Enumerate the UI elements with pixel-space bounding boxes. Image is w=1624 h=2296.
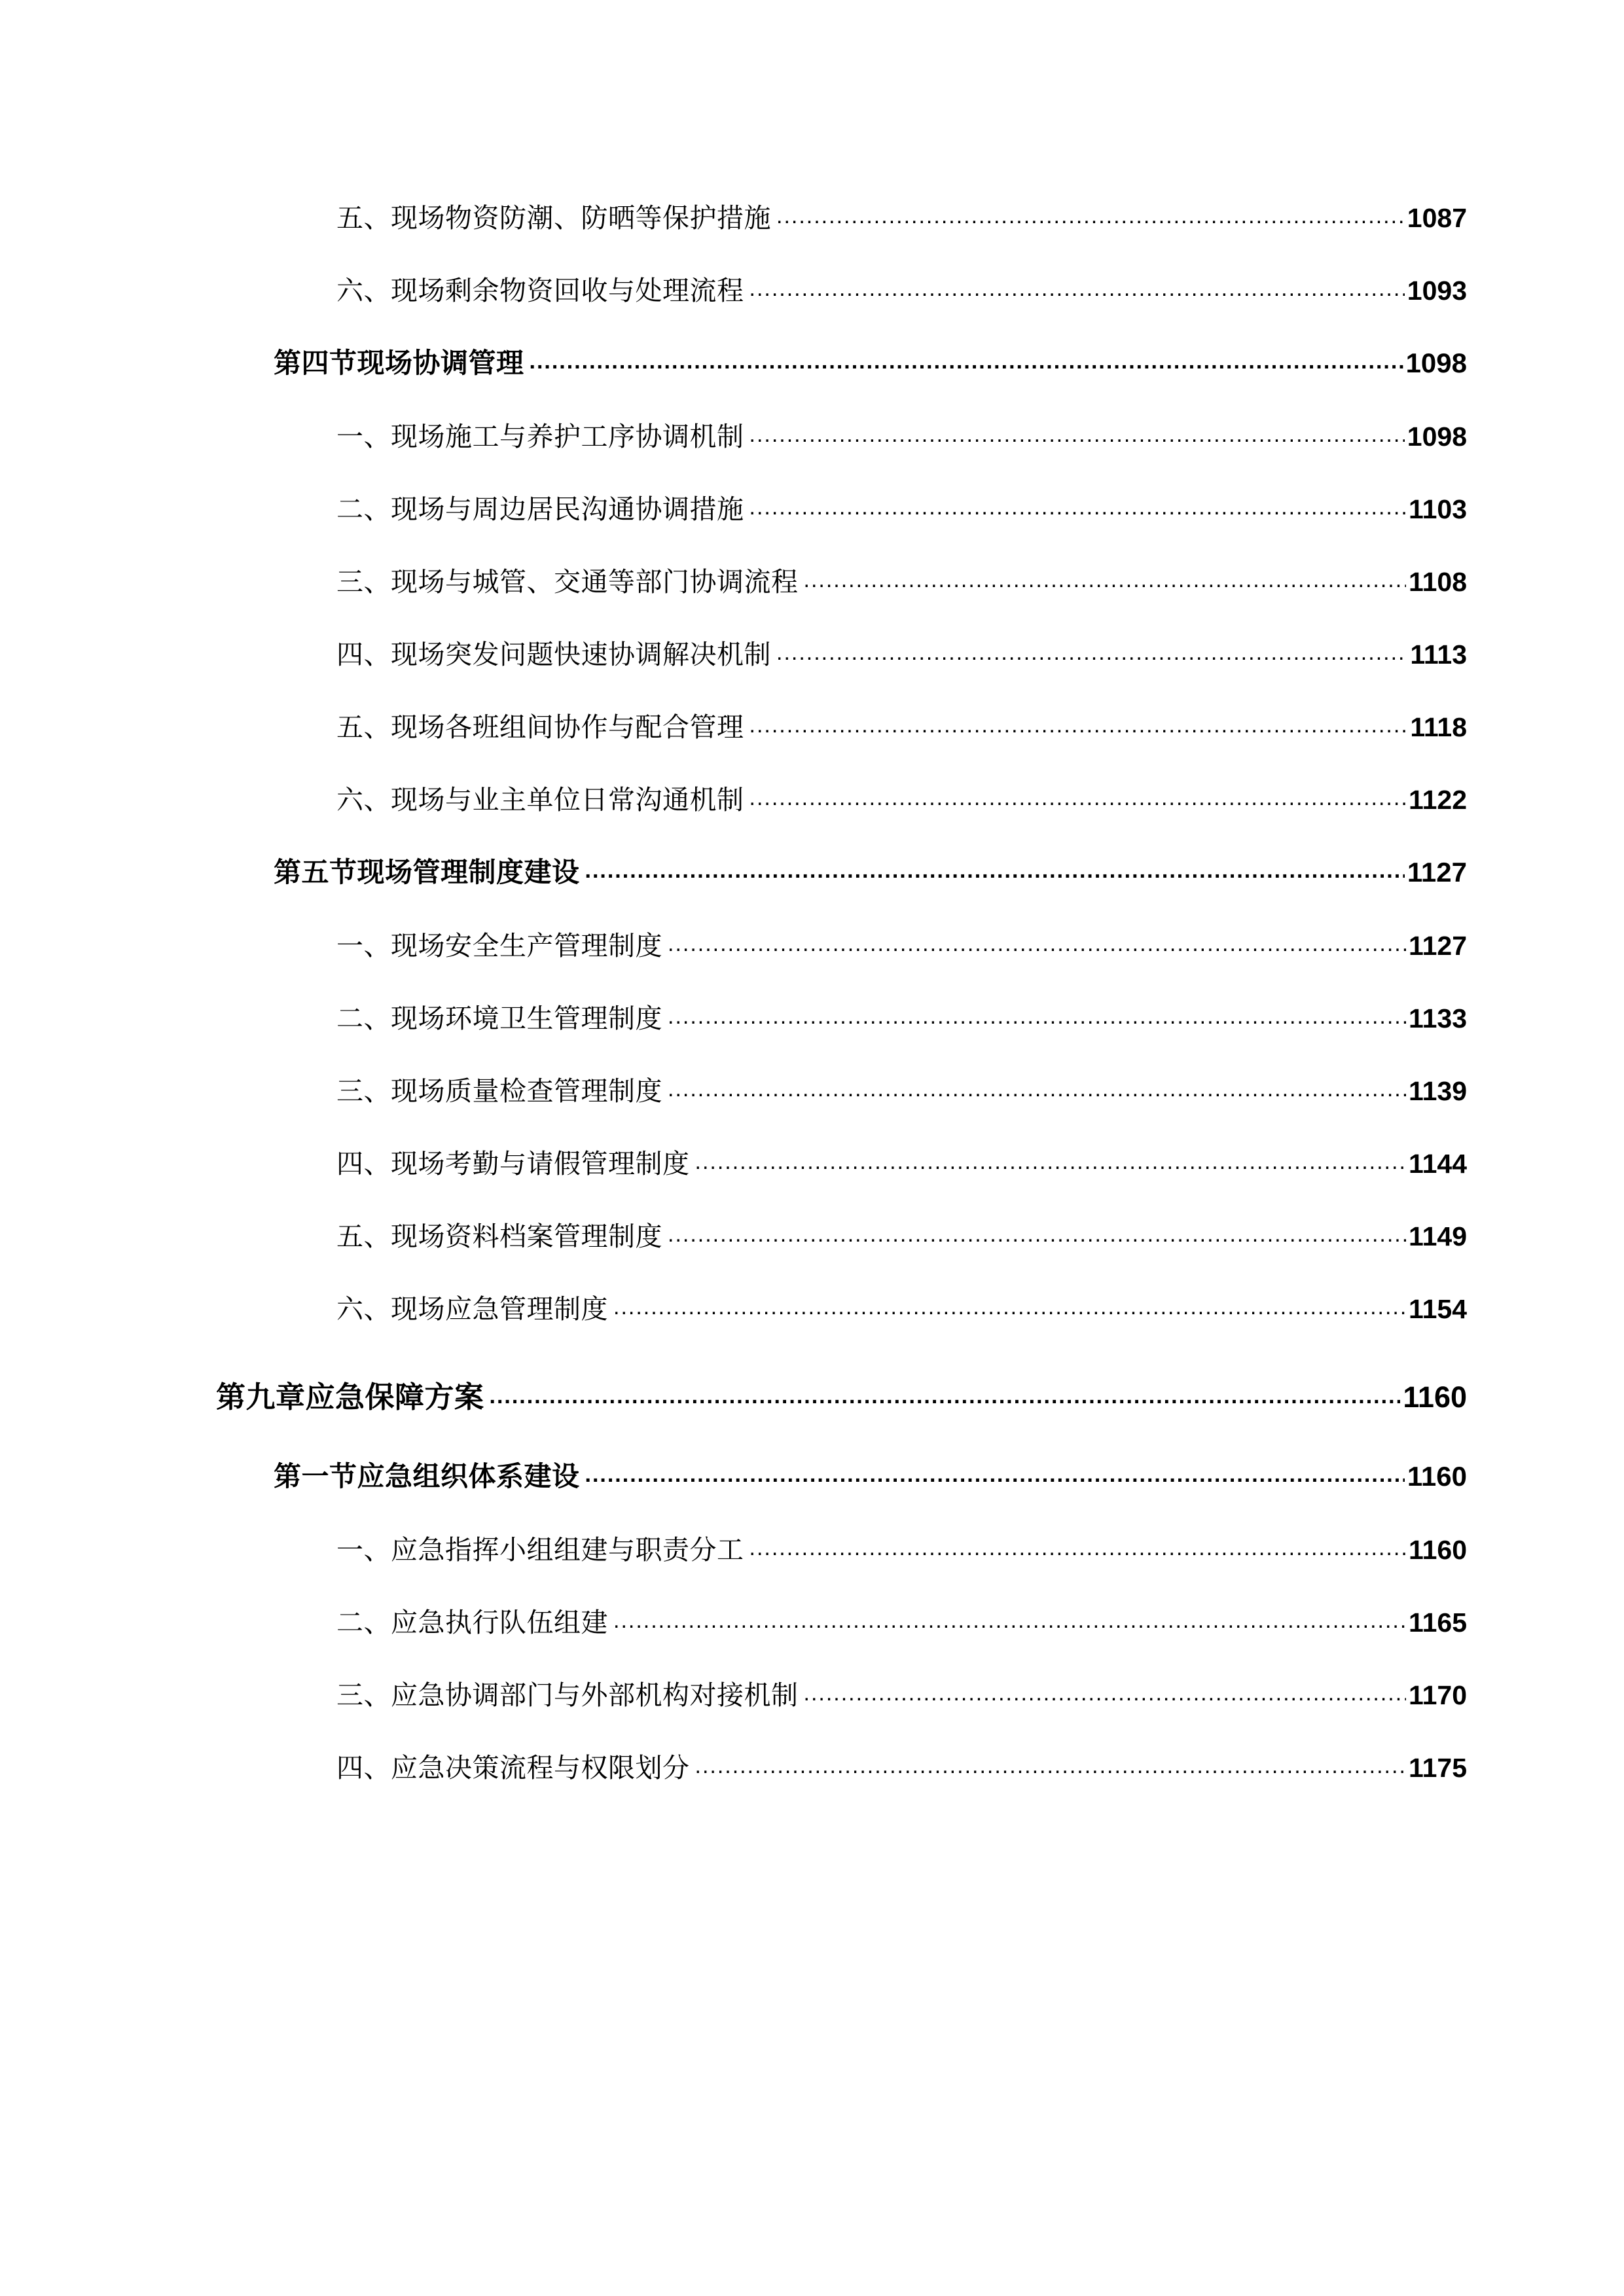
toc-entry[interactable] [216,633,1467,672]
toc-entry-label: 五、现场物资防潮、防晒等保护措施 [336,203,771,233]
toc-entry-label: 第九章应急保障方案 [216,1380,484,1414]
toc-leader-dots [804,569,1407,591]
toc-leader-dots [668,1078,1406,1100]
toc-entry[interactable] [216,1142,1467,1181]
toc-leader-dots [613,1296,1406,1318]
toc-entry[interactable] [216,342,1467,381]
toc-entry-page-number: 1127 [1407,857,1467,888]
toc-entry-page-number: 1139 [1409,1076,1467,1106]
toc-entry[interactable] [216,269,1467,308]
toc-entry[interactable] [216,1528,1467,1567]
toc-entry-label: 四、现场突发问题快速协调解决机制 [336,639,771,670]
toc-entry[interactable] [216,196,1467,235]
toc-entry[interactable] [216,1373,1467,1416]
toc-leader-dots [776,641,1407,664]
toc-entry-page-number: 1170 [1409,1680,1467,1710]
toc-entry-page-number: 1160 [1409,1535,1467,1565]
toc-entry[interactable] [216,488,1467,526]
toc-leader-dots [749,714,1408,736]
toc-entry-label: 二、现场与周边居民沟通协调措施 [336,494,744,524]
toc-leader-dots [776,205,1405,227]
toc-entry-label: 一、现场施工与养护工序协调机制 [336,422,744,452]
toc-leader-dots [530,350,1403,372]
toc-leader-dots [585,1463,1405,1486]
toc-entry-page-number: 1103 [1409,494,1467,524]
toc-entry-label: 六、现场与业主单位日常沟通机制 [336,785,744,815]
toc-entry-page-number: 1118 [1410,712,1467,742]
toc-entry-label: 四、现场考勤与请假管理制度 [336,1149,690,1179]
toc-entry-page-number: 1160 [1407,1461,1467,1492]
toc-entry-label: 第四节现场协调管理 [274,348,524,378]
table-of-contents [216,196,1467,1785]
toc-entry-page-number: 1113 [1410,639,1467,670]
toc-entry-page-number: 1098 [1405,348,1467,378]
toc-entry[interactable] [216,1287,1467,1326]
toc-entry-page-number: 1098 [1407,422,1467,452]
toc-leader-dots [695,1755,1407,1777]
toc-leader-dots [749,423,1405,446]
toc-leader-dots [749,1537,1407,1559]
toc-entry[interactable] [216,1069,1467,1108]
toc-leader-dots [749,787,1407,809]
toc-leader-dots [804,1682,1407,1704]
toc-leader-dots [668,1223,1406,1246]
toc-leader-dots [585,859,1405,882]
toc-entry-label: 六、现场剩余物资回收与处理流程 [336,276,744,306]
toc-entry-label: 第一节应急组织体系建设 [274,1461,580,1492]
toc-entry-page-number: 1149 [1409,1221,1467,1251]
toc-entry[interactable] [216,1455,1467,1494]
toc-entry-label: 二、应急执行队伍组建 [336,1607,608,1638]
toc-entry-page-number: 1108 [1409,567,1467,597]
toc-leader-dots [668,1005,1406,1028]
toc-entry-label: 五、现场资料档案管理制度 [336,1221,662,1251]
toc-entry-label: 六、现场应急管理制度 [336,1294,608,1324]
toc-entry-page-number: 1175 [1409,1753,1467,1783]
toc-entry[interactable] [216,1601,1467,1640]
toc-entry-label: 第五节现场管理制度建设 [274,857,580,888]
toc-entry[interactable] [216,1674,1467,1712]
toc-entry[interactable] [216,706,1467,744]
toc-entry-label: 三、现场与城管、交通等部门协调流程 [336,567,799,597]
toc-entry[interactable] [216,851,1467,890]
toc-entry-page-number: 1160 [1403,1380,1467,1414]
toc-entry-label: 五、现场各班组间协作与配合管理 [336,712,744,742]
toc-entry-page-number: 1087 [1407,203,1467,233]
toc-entry-label: 四、应急决策流程与权限划分 [336,1753,690,1783]
toc-entry-page-number: 1165 [1409,1607,1467,1638]
toc-leader-dots [490,1385,1401,1407]
toc-leader-dots [668,933,1406,955]
toc-entry[interactable] [216,778,1467,817]
toc-leader-dots [749,278,1405,300]
toc-leader-dots [695,1151,1407,1173]
toc-entry-page-number: 1093 [1407,276,1467,306]
toc-entry[interactable] [216,1215,1467,1253]
toc-entry[interactable] [216,415,1467,454]
toc-entry[interactable] [216,924,1467,963]
toc-entry[interactable] [216,997,1467,1035]
toc-entry-label: 一、应急指挥小组组建与职责分工 [336,1535,744,1565]
toc-entry-page-number: 1122 [1409,785,1467,815]
toc-entry-label: 一、现场安全生产管理制度 [336,931,662,961]
toc-entry-label: 三、应急协调部门与外部机构对接机制 [336,1680,799,1710]
toc-entry-label: 二、现场环境卫生管理制度 [336,1003,662,1033]
toc-entry-label: 三、现场质量检查管理制度 [336,1076,662,1106]
toc-entry[interactable] [216,560,1467,599]
toc-entry-page-number: 1144 [1409,1149,1467,1179]
toc-entry-page-number: 1133 [1409,1003,1467,1033]
toc-leader-dots [749,496,1407,518]
toc-entry-page-number: 1127 [1409,931,1467,961]
toc-leader-dots [613,1609,1406,1632]
toc-entry-page-number: 1154 [1409,1294,1467,1324]
toc-entry[interactable] [216,1746,1467,1785]
